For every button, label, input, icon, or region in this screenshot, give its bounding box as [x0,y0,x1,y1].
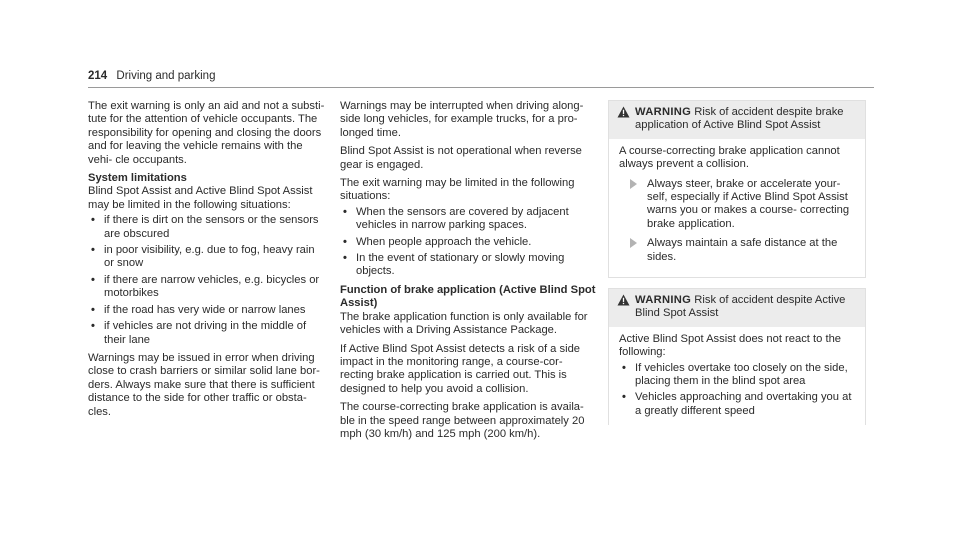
action-item [619,178,857,232]
limitations-list [88,214,326,347]
warning-title: Risk of accident despite brake application of Active Blind Spot Assist [635,106,844,132]
warning-list [619,362,857,419]
warning-icon [617,106,630,118]
action-text: Always maintain a safe distance at the sides. [647,237,838,263]
list-item: • if there are narrow vehicles, e.g. bicycles or motorbikes [88,274,326,301]
action-item [619,237,857,264]
list-item: • if vehicles are not driving in the middle of their lane [88,320,326,347]
warning-body [609,327,865,431]
list-item: • in poor visibility, e.g. due to fog, heavy rain or snow [88,244,326,271]
action-text: Always steer, brake or accelerate your- self, especially if Active Blind Spot Assist warns you or makes a course- correcting brake application. [647,177,850,230]
system-limitations-heading: System limitations [88,172,187,185]
warning-icon [617,294,630,306]
paragraph: The brake application function is only available for vehicles with a Driving Assistance Package. [340,310,588,337]
list-item: • If vehicles overtake too closely on the side, placing them in the blind spot area [619,362,857,389]
paragraph: Warnings may be interrupted when driving along- side long vehicles, for example trucks, for a pro- longed time. [340,100,584,139]
warning-text: Active Blind Spot Assist does not react to the following: [619,332,842,359]
column-middle [340,100,598,446]
warning-title: Risk of accident despite Active Blind Spot Assist [635,294,846,320]
list-item: • if there is dirt on the sensors or the sensors are obscured [88,214,326,241]
paragraph: The exit warning may be limited in the following situations: [340,177,575,203]
page-number: 214 [88,70,108,82]
paragraph: The course-correcting brake application is availa- ble in the speed range between approximately 20 mph (30 km/h) and 125 mph (200 km/h). [340,401,585,440]
paragraph: Blind Spot Assist is not operational when reverse gear is engaged. [340,145,582,171]
warning-label: WARNING [635,294,692,306]
warning-box-active-blind-spot [608,288,866,425]
warning-text: A course-correcting brake application cannot always prevent a collision. [619,144,840,171]
page-header [88,70,215,82]
arrow-right-icon [630,238,637,248]
warning-header [609,101,865,139]
false-warning-note: Warnings may be issued in error when driving close to crash barriers or similar solid lane bor- ders. Always make sure that there is sufficient distance to the side for other traffic or obsta- cles. [88,351,320,418]
warning-header [609,289,865,327]
list-item: • if the road has very wide or narrow lanes [88,304,326,317]
list-item: • Vehicles approaching and overtaking you at a greatly different speed [619,391,857,418]
limitations-intro: Blind Spot Assist and Active Blind Spot Assist may be limited in the following situations: [88,185,313,211]
list-item: • When people approach the vehicle. [340,236,598,249]
exit-warning-limits-list [340,206,598,279]
list-item: • In the event of stationary or slowly moving objects. [340,252,598,279]
column-left [88,100,326,424]
section-title: Driving and parking [116,70,216,82]
arrow-right-icon [630,179,637,189]
header-divider [88,87,874,88]
list-item: • When the sensors are covered by adjacent vehicles in narrow parking spaces. [340,206,598,233]
exit-warning-intro: The exit warning is only an aid and not a substi- tute for the attention of vehicle occupants. The responsibility for opening and closing the doors and for leaving the vehicle remains with the vehi- cle occupants. [88,100,325,166]
brake-application-heading: Function of brake application (Active Blind Spot Assist) [340,283,596,310]
warning-box-brake-application [608,100,866,278]
paragraph: If Active Blind Spot Assist detects a risk of a side impact in the monitoring range, a course-cor- recting brake application is carried out. This is designed to help you avoid a collision. [340,342,581,395]
warning-body [609,139,865,276]
warning-label: WARNING [635,106,692,118]
